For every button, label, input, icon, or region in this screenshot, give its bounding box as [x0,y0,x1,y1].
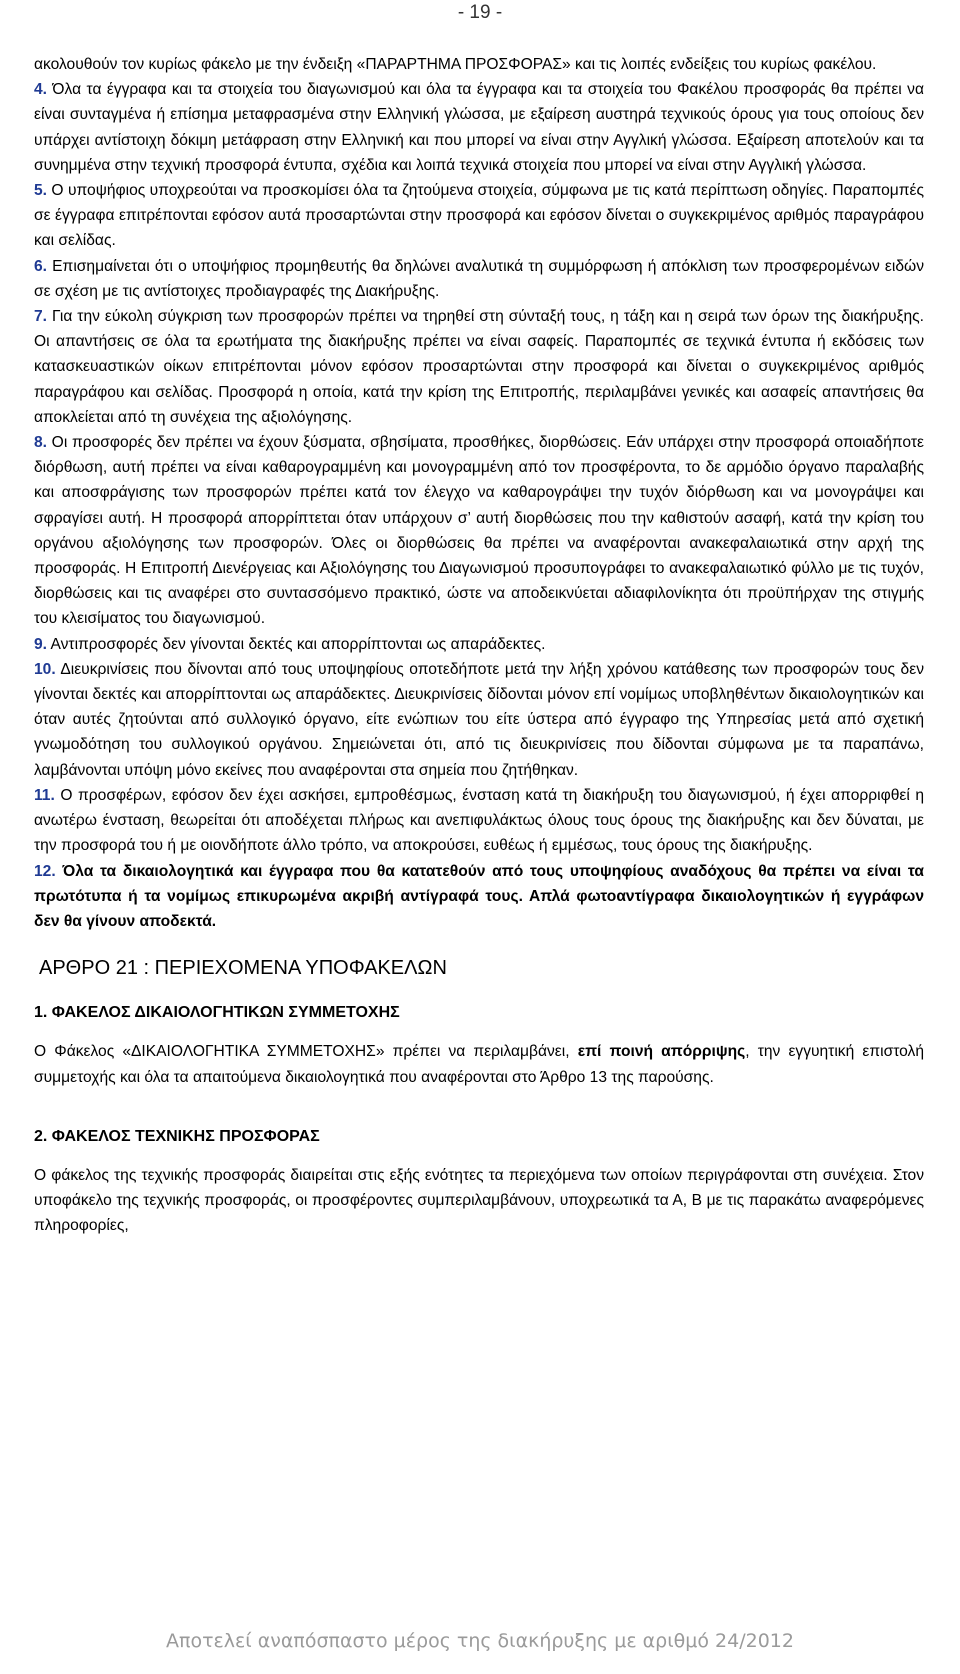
item-text: Διευκρινίσεις που δίνονται από τους υποψηφίους οποτεδήποτε μετά την λήξη χρόνου κατάθεσης των προσφορών τους δεν γίνονται δεκτές και απορρίπτονται ως απαράδεκτες. Διευκρινίσεις δίδονται μόνον επί νομίμως υποβληθέντων δικαιολογητικών και όταν αυτές ζητούνται από συλλογικό όργανο, είτε ενώπιων του είτε ύστερα από έγγραφο της Υπηρεσίας μετά από σχετική γνωμοδότηση του συλλογικού οργάνου. Σημειώνεται ότι, από τις διευκρινίσεις που δίδονται σύμφωνα με τα παραπάνω, λαμβάνονται υπόψη μόνο εκείνες που αναφέρονται στα σημεία που ζητήθηκαν. [34,660,924,779]
item-text: Για την εύκολη σύγκριση των προσφορών πρέπει να τηρηθεί στη σύνταξή τους, η τάξη και η σειρά των όρων της διακήρυξης. Οι απαντήσεις σε όλα τα ερωτήματα της διακήρυξης πρέπει να είναι σαφείς. Παραπομπές σε τεχνικά έντυπα ή εκδόσεις των κατασκευαστικών οίκων επιτρέπονται μόνον εφόσον προσαρτώνται στην προσφορά και δίνεται ο συγκεκριμένος αριθμός παραγράφου και σελίδας. Προσφορά η οποία, κατά την κρίση της Επιτροπής, περιλαμβάνει γενικές και ασαφείς απαντήσεις θα αποκλείεται από τη συνέχεια της αξιολόγησης. [34,308,924,426]
item-text: Όλα τα δικαιολογητικά και έγγραφα που θα κατατεθούν από τους υποψηφίους αναδόχους θα πρέπει να είναι τα πρωτότυπα ή τα νομίμως επικυρωμένα ακριβή αντίγραφά τους. Απλά φωτοαντίγραφα δικαιολογητικών ή εγγράφων δεν θα γίνουν αποδεκτά. [34,862,924,930]
list-item-5 [34,178,924,254]
list-item-7 [34,304,924,430]
item-number: 4. [34,81,48,99]
section-2-heading: 2. ΦΑΚΕΛΟΣ ΤΕΧΝΙΚΗΣ ΠΡΟΣΦΟΡΑΣ [34,1127,320,1145]
item-number: 6. [34,257,48,275]
item-number: 7. [34,308,48,326]
section-1-bold-text: επί ποινή απόρριψης [577,1043,746,1061]
item-number: 8. [34,434,48,452]
section-1-heading: 1. ΦΑΚΕΛΟΣ ΔΙΚΑΙΟΛΟΓΗΤΙΚΩΝ ΣΥΜΜΕΤΟΧΗΣ [34,1004,400,1022]
item-text: Επισημαίνεται ότι ο υποψήφιος προμηθευτής θα δηλώνει αναλυτικά τη συμμόρφωση ή απόκλιση των προσφερομένων ειδών σε σχέση με τις αντίστοιχες προδιαγραφές της Διακήρυξης. [34,257,924,300]
section-1-text-b: , την εγγυητική επιστολή συμμετοχής και όλα τα απαιτούμενα δικαιολογητικά που αναφέρονται στο Άρθρο 13 της παρούσης. [34,1043,924,1086]
section-1-paragraph [34,1039,924,1089]
list-item-8 [34,430,924,632]
list-item-10 [34,657,924,783]
list-item-9 [34,632,924,657]
list-item-12 [34,859,924,935]
section-2-paragraph: Ο φάκελος της τεχνικής προσφοράς διαιρείται στις εξής ενότητες τα περιεχόμενα των οποίων περιγράφονται στη συνέχεια. Στον υποφάκελο της τεχνικής προσφοράς, οι προσφέροντες συμπεριλαμβάνουν, υποχρεωτικά τα Α, Β με τις παρακάτω αναφερόμενες πληροφορίες, [34,1166,924,1235]
item-number: 11. [34,786,55,804]
item-text: Όλα τα έγγραφα και τα στοιχεία του διαγωνισμού και όλα τα έγγραφα και τα στοιχεία του Φακέλου προσφοράς θα πρέπει να είναι συνταγμένα ή επίσημα μεταφρασμένα στην Ελληνική γλώσσα, με εξαίρεση αυστηρά τεχνικούς όρους για τους οποίους δεν υπάρχει αντίστοιχη δόκιμη μετάφραση στην Ελληνική και που μπορεί να είναι στην Αγγλική γλώσσα. Εξαίρεση αποτελούν και τα συνημμένα στην τεχνική προσφορά έντυπα, σχέδια και λοιπά τεχνικά στοιχεία που μπορεί να είναι στην Αγγλική γλώσσα. [34,81,924,174]
item-text: Ο υποψήφιος υποχρεούται να προσκομίσει όλα τα ζητούμενα στοιχεία, σύμφωνα με τις κατά περίπτωση οδηγίες. Παραπομπές σε έγγραφα επιτρέπονται εφόσον αυτά προσαρτώνται στην προσφορά και εφόσον δίνεται ο συγκεκριμένος αριθμός παραγράφου και σελίδας. [34,182,924,250]
item-number: 12. [34,862,56,880]
item-number: 10. [34,660,56,678]
article-heading: ΑΡΘΡΟ 21 : ΠΕΡΙΕΧΟΜΕΝΑ ΥΠΟΦΑΚΕΛΩΝ [39,957,447,980]
document-body [34,52,924,1239]
section-1-text-a: Ο Φάκελος «ΔΙΚΑΙΟΛΟΓΗΤΙΚΑ ΣΥΜΜΕΤΟΧΗΣ» πρέπει να περιλαμβάνει, [34,1043,578,1061]
list-item-6 [34,254,924,304]
list-item-11 [34,783,924,859]
item-number: 9. [34,635,48,653]
list-item-4 [34,77,924,178]
footer-note: Αποτελεί αναπόσπαστο μέρος της διακήρυξης με αριθμό 24/2012 [166,1630,794,1652]
item-number: 5. [34,182,48,200]
intro-paragraph: ακολουθούν τον κυρίως φάκελο με την ένδειξη «ΠΑΡΑΡΤΗΜΑ ΠΡΟΣΦΟΡΑΣ» και τις λοιπές ενδείξεις του κυρίως φακέλου. [34,56,877,73]
item-text: Οι προσφορές δεν πρέπει να έχουν ξύσματα, σβησίματα, προσθήκες, διορθώσεις. Εάν υπάρχει στην προσφορά οποιαδήποτε διόρθωση, αυτή πρέπει να είναι καθαρογραμμένη και μονογραμμένη από τον προσφέροντα, το δε αρμόδιο όργανο παραλαβής και αποσφράγισης των προσφορών πρέπει κατά τον έλεγχο να καθαρογράψει την τυχόν διόρθωση και να μονογράψει και σφραγίσει αυτή. Η προσφορά απορρίπτεται όταν υπάρχουν σ’ αυτή διορθώσεις που την καθιστούν ασαφή, κατά την κρίση του οργάνου αξιολόγησης των προσφορών. Όλες οι διορθώσεις θα πρέπει να αναφέρονται ανακεφαλαιωτικά στην αρχή της προσφοράς. Η Επιτροπή Διενέργειας και Αξιολόγησης του Διαγωνισμού προσυπογράφει το ανακεφαλαιωτικό φύλλο με τις τυχόν, διορθώσεις και τις αναφέρει στο συντασσόμενο πρακτικό, ώστε να αποδεικνύεται αδιαφιλονίκητα ότι προϋπήρχαν της στιγμής του κλεισίματος του διαγωνισμού. [34,434,924,628]
page-number: - 19 - [457,2,503,23]
item-text: Αντιπροσφορές δεν γίνονται δεκτές και απορρίπτονται ως απαράδεκτες. [47,635,546,653]
item-text: Ο προσφέρων, εφόσον δεν έχει ασκήσει, εμπροθέσμως, ένσταση κατά τη διακήρυξη του διαγωνισμού, ή έχει απορριφθεί η ανωτέρω ένσταση, θεωρείται ότι αποδέχεται πλήρως και ανεπιφυλάκτως όλους τους όρους της διακήρυξης και δεν δύναται, με την προσφορά του ή με οιονδήποτε άλλο τρόπο, να αποκρούσει, ευθέως ή εμμέσως, τους όρους της διακήρυξης. [34,786,924,855]
